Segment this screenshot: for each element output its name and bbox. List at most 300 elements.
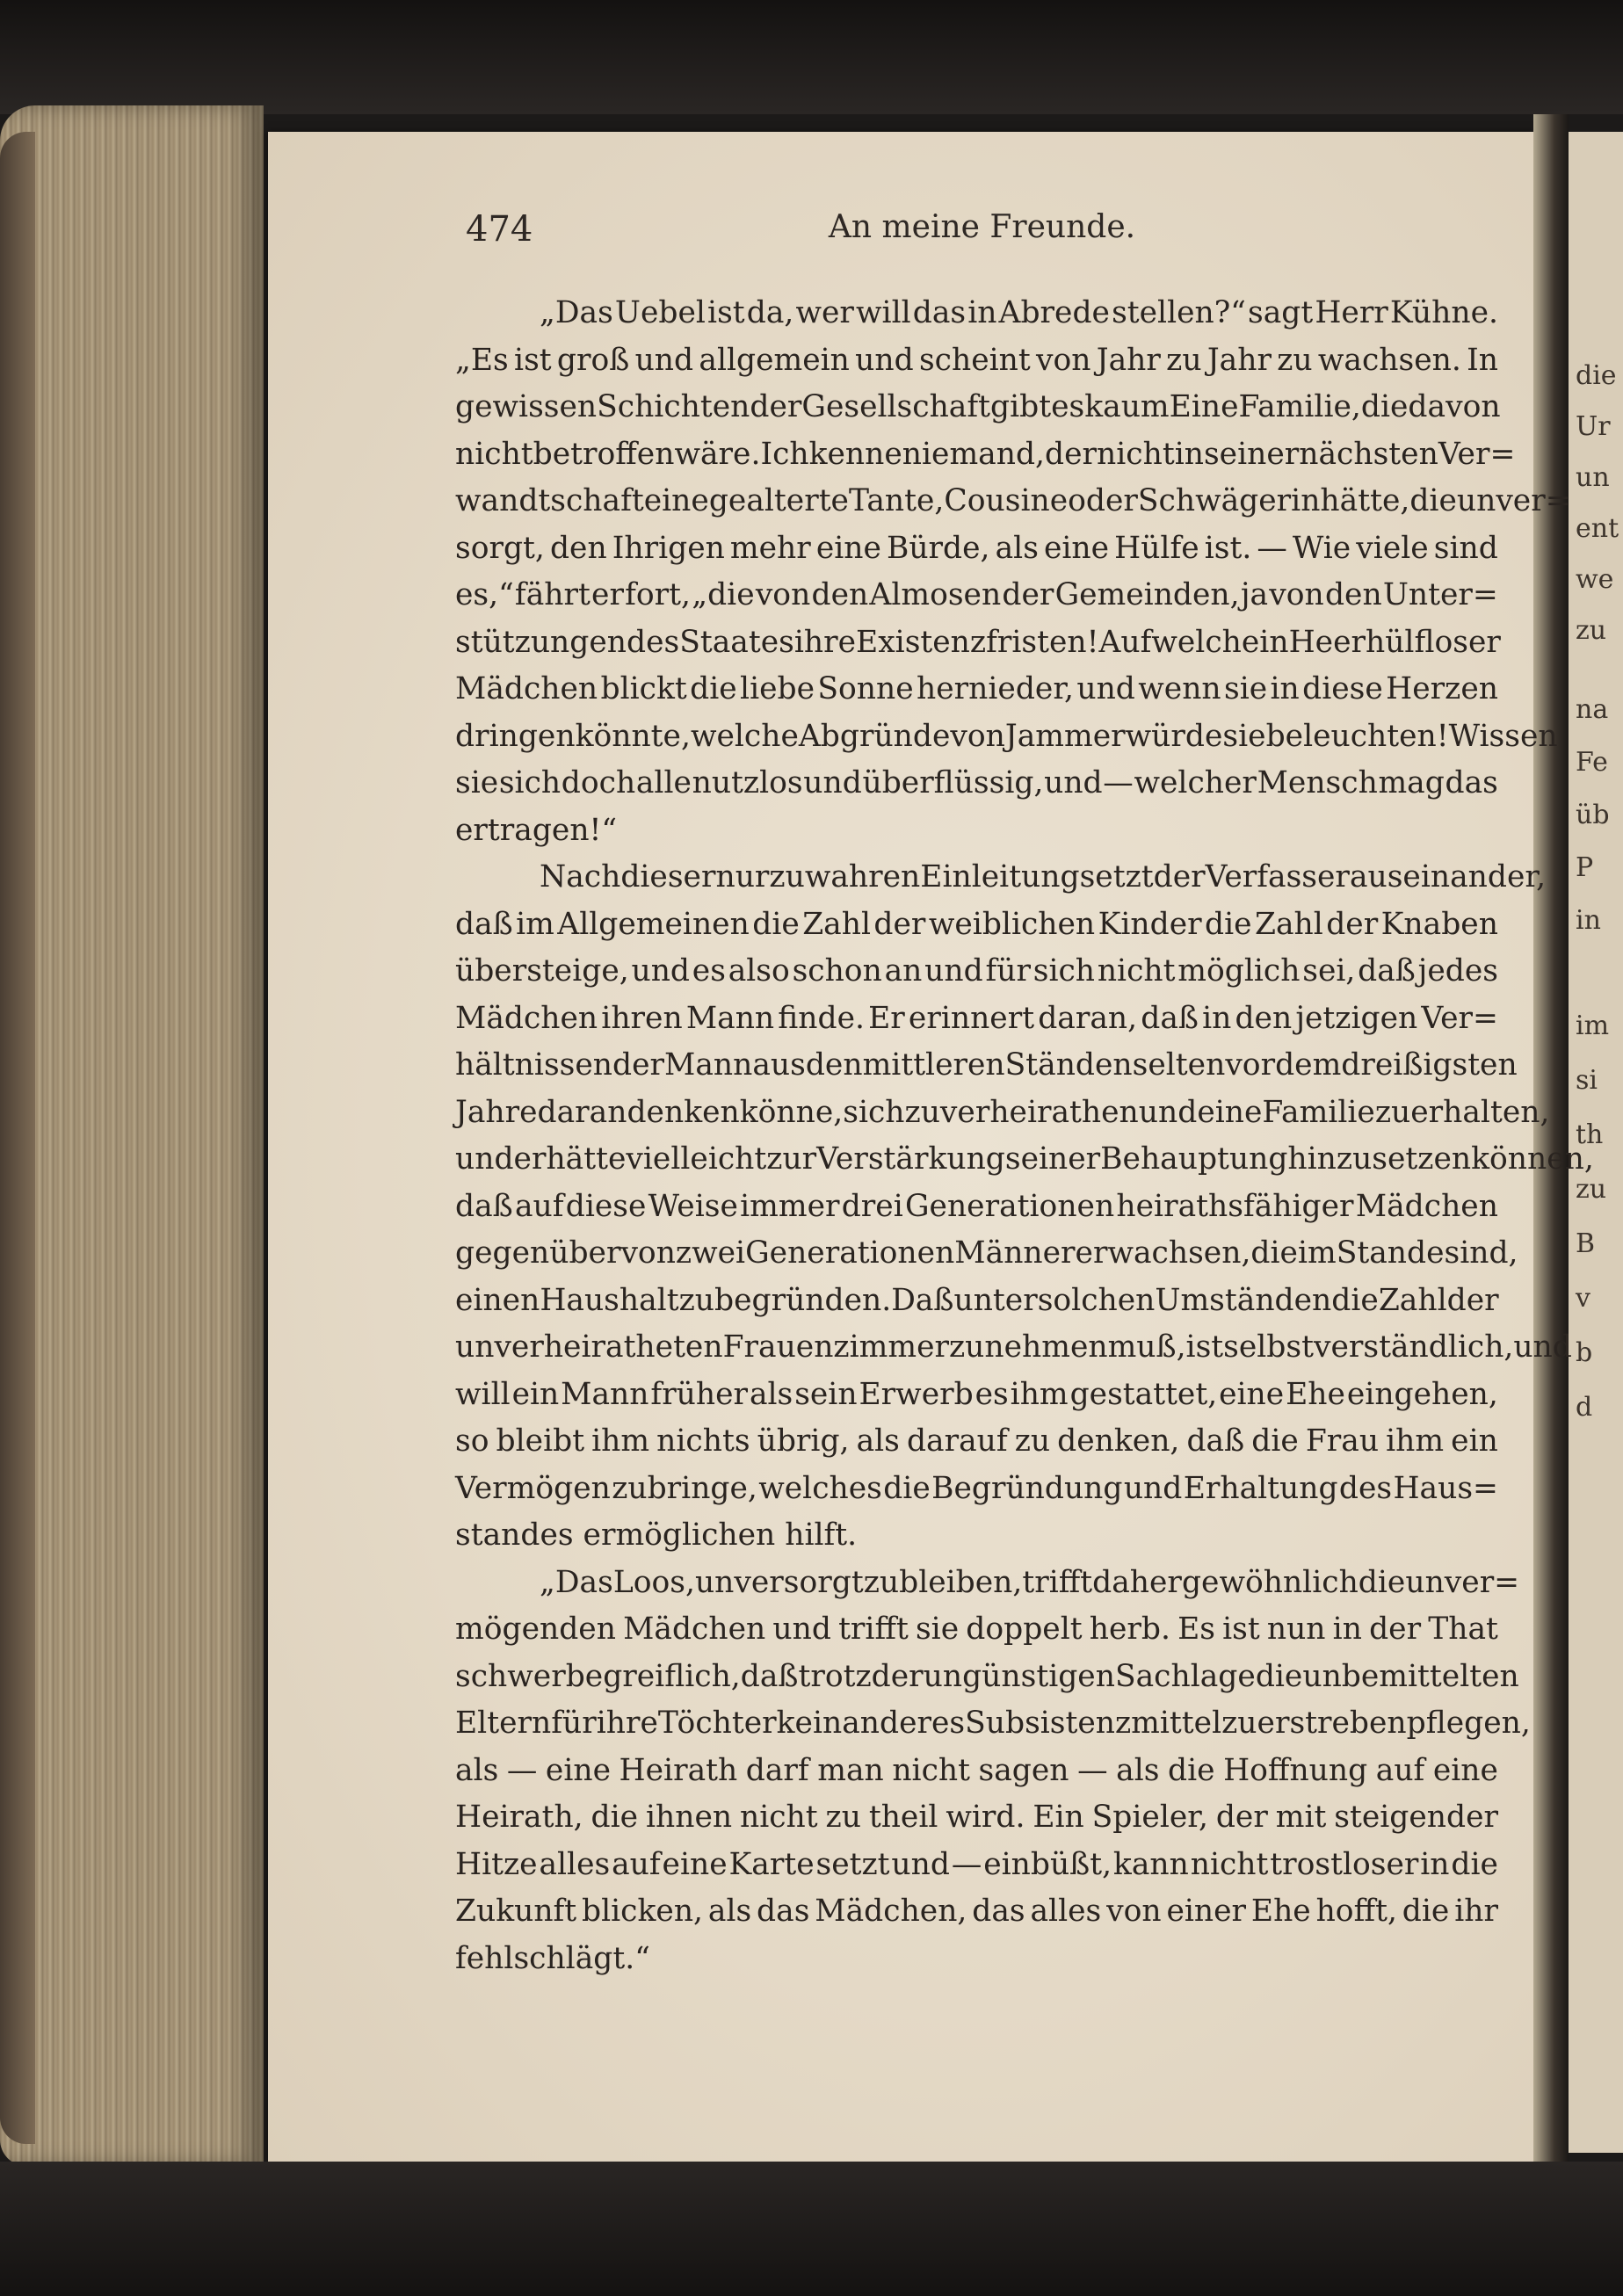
- word: und: [855, 342, 914, 378]
- word: die: [1251, 1423, 1299, 1459]
- word: einer: [1166, 1894, 1247, 1929]
- text-line: standes ermöglichen hilft.: [455, 1517, 858, 1553]
- word: Jahr: [1206, 342, 1272, 378]
- word: Heirath,: [455, 1800, 583, 1835]
- word: welcher: [1134, 765, 1257, 800]
- word: den: [1235, 1000, 1293, 1036]
- word: niemand,: [902, 436, 1046, 472]
- word: Subsistenzmittel: [965, 1706, 1222, 1741]
- word: Bürde,: [886, 530, 990, 566]
- word: will: [856, 295, 911, 330]
- word: trifft: [1022, 1564, 1093, 1600]
- word: sein: [794, 1376, 858, 1412]
- word: Vermögen: [455, 1470, 611, 1506]
- word: von: [1269, 577, 1324, 612]
- word: sie: [455, 765, 499, 800]
- word: möglich: [1177, 953, 1301, 989]
- word: Behauptung: [1100, 1141, 1288, 1177]
- word: von: [1106, 1894, 1162, 1929]
- word: Auf: [1098, 624, 1152, 660]
- word: zubringe,: [612, 1470, 757, 1506]
- text-line: [455, 1136, 1594, 1184]
- word: alles: [539, 1846, 611, 1882]
- word: und: [1044, 765, 1103, 800]
- word: anderes: [842, 1706, 966, 1741]
- word: weiblichen: [928, 906, 1096, 942]
- word: die: [883, 1470, 931, 1506]
- word: jetzigen: [1295, 1000, 1418, 1036]
- word: das: [1445, 765, 1498, 800]
- word: wandtschaft: [455, 483, 644, 518]
- word: Ein: [1032, 1800, 1084, 1835]
- word: wachsen.: [1317, 342, 1461, 378]
- word: dem: [1275, 1047, 1342, 1083]
- text-line: [455, 1042, 1518, 1090]
- text-line: [455, 996, 1498, 1043]
- next-page-fragment: si: [1576, 1065, 1598, 1096]
- text-line: [455, 713, 1558, 761]
- word: und: [634, 342, 694, 378]
- word: —: [506, 1752, 538, 1788]
- word: selten: [1132, 1047, 1226, 1083]
- word: Herr: [1315, 295, 1388, 330]
- word: hältnissen: [455, 1047, 612, 1083]
- word: von: [1036, 342, 1091, 378]
- word: daran: [537, 1094, 627, 1130]
- word: in: [1420, 1846, 1450, 1882]
- word: ihm: [591, 1423, 650, 1459]
- word: in: [1332, 1612, 1362, 1647]
- word: theil: [868, 1800, 938, 1835]
- word: die: [1255, 1658, 1303, 1694]
- word: der: [1446, 1282, 1499, 1318]
- word: fort,: [625, 577, 692, 612]
- word: man: [817, 1752, 884, 1788]
- word: das: [912, 295, 967, 330]
- word: die: [1360, 389, 1409, 424]
- word: setzt: [815, 1846, 890, 1882]
- word: es: [975, 1376, 1009, 1412]
- word: ungünstigen: [923, 1658, 1115, 1694]
- word: Zahl: [1378, 1282, 1447, 1318]
- word: sich: [498, 765, 562, 800]
- word: daher: [1092, 1564, 1182, 1600]
- word: hinzusetzen: [1287, 1141, 1472, 1177]
- text-line: [455, 854, 1547, 902]
- text-line: [455, 666, 1498, 713]
- word: will: [455, 1376, 511, 1412]
- word: —: [951, 1846, 982, 1882]
- word: sie: [915, 1612, 960, 1647]
- word: welche: [690, 718, 799, 754]
- word: zunehmen: [948, 1329, 1108, 1365]
- word: Generationen: [745, 1235, 955, 1271]
- word: eine: [1197, 1094, 1263, 1130]
- word: Heer: [1288, 624, 1366, 660]
- word: gegenüber: [455, 1235, 621, 1271]
- word: wenn: [1138, 671, 1221, 706]
- text-line: [455, 948, 1498, 996]
- word: mit: [1275, 1800, 1327, 1835]
- word: zwei: [675, 1235, 746, 1271]
- word: für: [985, 953, 1031, 989]
- word: früher: [650, 1376, 749, 1412]
- word: und: [924, 953, 983, 989]
- word: zu: [1277, 342, 1313, 378]
- word: daß: [455, 906, 513, 942]
- word: zu: [863, 1564, 900, 1600]
- word: zur: [766, 1141, 817, 1177]
- word: Haus=: [1393, 1470, 1498, 1506]
- word: und: [1123, 1470, 1183, 1506]
- word: Frauenzimmer: [722, 1329, 949, 1365]
- word: Wissen: [1448, 718, 1558, 754]
- word: die: [1358, 1564, 1406, 1600]
- word: nicht: [455, 436, 533, 472]
- word: die: [1205, 906, 1252, 942]
- word: dreißigsten: [1341, 1047, 1518, 1083]
- word: in: [967, 295, 997, 330]
- word: trostloser: [1270, 1846, 1419, 1882]
- page-number: 474: [466, 209, 533, 250]
- next-page-fragment: die: [1576, 360, 1617, 391]
- word: erhalten,: [1410, 1094, 1550, 1130]
- word: immer: [740, 1188, 840, 1224]
- word: selbstverständlich,: [1223, 1329, 1514, 1365]
- text-line: [455, 1748, 1498, 1795]
- word: sagen: [978, 1752, 1069, 1788]
- word: solchen: [1037, 1282, 1156, 1318]
- word: Mann: [664, 1047, 753, 1083]
- word: und: [1138, 1094, 1198, 1130]
- word: nichts: [656, 1423, 750, 1459]
- word: gewöhnlich: [1181, 1564, 1359, 1600]
- next-page-fragment: zu: [1576, 615, 1607, 646]
- word: wer: [795, 295, 854, 330]
- word: Jammer: [1004, 718, 1126, 754]
- word: auf: [612, 1846, 661, 1882]
- word: finde.: [778, 1000, 865, 1036]
- word: Existenz: [856, 624, 987, 660]
- word: Schwägerin: [1137, 483, 1321, 518]
- word: der: [1326, 906, 1379, 942]
- next-page-fragment: th: [1576, 1119, 1604, 1150]
- word: wird.: [946, 1800, 1025, 1835]
- word: sie: [1224, 671, 1268, 706]
- word: Mädchen: [455, 671, 598, 706]
- word: Hoffnung: [1223, 1752, 1368, 1788]
- word: seiner: [1004, 1141, 1101, 1177]
- word: daß: [1358, 953, 1416, 989]
- word: Ver=: [1421, 1000, 1498, 1036]
- word: unver=: [1405, 1564, 1520, 1600]
- text-line: [455, 1842, 1498, 1889]
- word: unter: [953, 1282, 1038, 1318]
- next-page-fragment: na: [1576, 694, 1609, 725]
- word: viele: [1356, 530, 1429, 566]
- text-line: [455, 1466, 1498, 1513]
- word: vielleicht: [626, 1141, 767, 1177]
- word: bleiben,: [899, 1564, 1023, 1600]
- word: eine: [643, 483, 709, 518]
- word: Männer: [954, 1235, 1076, 1271]
- word: herb.: [1089, 1612, 1170, 1647]
- word: aus: [752, 1047, 806, 1083]
- next-page-fragment: in: [1576, 905, 1601, 936]
- word: also: [728, 953, 790, 989]
- page-header: [466, 209, 1498, 262]
- word: hätte: [546, 1141, 627, 1177]
- word: könnte,: [575, 718, 691, 754]
- word: heirathsfähiger: [1116, 1188, 1354, 1224]
- word: dieser: [620, 859, 716, 894]
- word: das: [972, 1894, 1025, 1929]
- word: der: [871, 1658, 924, 1694]
- word: trifft: [838, 1612, 909, 1647]
- word: Verstärkung: [816, 1141, 1005, 1177]
- word: zu: [769, 859, 805, 894]
- word: eine: [1432, 1752, 1498, 1788]
- word: Wie: [1292, 530, 1351, 566]
- word: Haushalt: [540, 1282, 679, 1318]
- word: er: [513, 1141, 547, 1177]
- word: Ehe: [1286, 1376, 1345, 1412]
- word: mag: [1378, 765, 1445, 800]
- word: scheint: [918, 342, 1031, 378]
- word: liebe: [740, 671, 815, 706]
- word: mittleren: [862, 1047, 1005, 1083]
- word: Stande: [1336, 1235, 1445, 1271]
- word: begreiflich,: [565, 1658, 741, 1694]
- word: mögenden: [455, 1612, 616, 1647]
- word: gibt: [990, 389, 1052, 424]
- word: übersteige,: [455, 953, 629, 989]
- word: blickt: [600, 671, 687, 706]
- word: Ver=: [1438, 436, 1516, 472]
- word: sind: [1433, 530, 1498, 566]
- word: Ehe: [1250, 1894, 1311, 1929]
- word: der: [873, 906, 926, 942]
- word: daß: [455, 1188, 513, 1224]
- text-line: [455, 431, 1516, 479]
- word: kann: [1112, 1846, 1189, 1882]
- word: sorgt,: [455, 530, 545, 566]
- word: den: [811, 577, 869, 612]
- next-page-fragment: üb: [1576, 800, 1610, 830]
- word: wahren: [804, 859, 921, 894]
- page-edges: [0, 105, 264, 2166]
- word: sich: [1032, 953, 1096, 989]
- word: die: [1402, 1894, 1450, 1929]
- word: Ihrigen: [612, 530, 725, 566]
- word: welch: [1151, 624, 1242, 660]
- word: die: [690, 671, 737, 706]
- next-page-fragment: im: [1576, 1010, 1610, 1041]
- word: darauf: [906, 1423, 1008, 1459]
- next-page-fragment: ent: [1576, 513, 1619, 544]
- word: Generationen: [904, 1188, 1115, 1224]
- word: —: [1077, 1752, 1108, 1788]
- text-line: fehlschlägt.“: [455, 1940, 650, 1976]
- text-line: [455, 902, 1498, 949]
- word: zu: [825, 1800, 861, 1835]
- word: den: [1324, 577, 1382, 612]
- word: zu: [1166, 342, 1202, 378]
- word: können,: [1471, 1141, 1594, 1177]
- book-spine-edge: [0, 132, 35, 2144]
- next-page-fragment: v: [1576, 1283, 1590, 1314]
- word: „Es: [455, 342, 509, 378]
- next-page-fragment: B: [1576, 1228, 1596, 1259]
- word: unverheiratheten: [455, 1329, 723, 1365]
- word: und: [1513, 1329, 1572, 1365]
- word: der: [1369, 1612, 1422, 1647]
- next-page-fragment: Fe: [1576, 747, 1608, 778]
- word: Mädchen: [623, 1612, 766, 1647]
- word: so: [455, 1423, 489, 1459]
- word: dringen: [455, 718, 576, 754]
- word: sind,: [1444, 1235, 1518, 1271]
- word: Frau: [1305, 1423, 1380, 1459]
- word: eine: [662, 1846, 728, 1882]
- word: Ständen: [1004, 1047, 1133, 1083]
- word: alles: [1030, 1894, 1102, 1929]
- word: der: [1045, 436, 1098, 472]
- word: Umständen: [1155, 1282, 1332, 1318]
- word: doppelt: [966, 1612, 1083, 1647]
- word: für: [551, 1706, 597, 1741]
- text-line: [455, 1230, 1518, 1278]
- word: von: [950, 718, 1005, 754]
- word: diese: [1302, 671, 1383, 706]
- next-page-fragment: P: [1576, 852, 1594, 883]
- word: als: [455, 1752, 499, 1788]
- word: er: [591, 577, 624, 612]
- word: sie: [1222, 718, 1266, 754]
- word: Allgemeinen: [557, 906, 750, 942]
- word: es,“: [455, 577, 514, 612]
- word: könne,: [739, 1094, 844, 1130]
- text-line: [455, 1372, 1498, 1419]
- word: „Das: [540, 1564, 613, 1600]
- word: daß: [740, 1658, 799, 1694]
- word: von: [755, 577, 811, 612]
- word: Abgründe: [798, 718, 951, 754]
- word: ein: [511, 1376, 560, 1412]
- word: drei: [841, 1188, 903, 1224]
- word: Familie,: [1238, 389, 1361, 424]
- text-line: [455, 1700, 1531, 1748]
- word: unbemittelten: [1302, 1658, 1519, 1694]
- word: Abrede: [998, 295, 1110, 330]
- word: unver=: [1456, 483, 1571, 518]
- word: an: [884, 953, 923, 989]
- bottom-shadow: [0, 2162, 1623, 2296]
- word: That: [1428, 1612, 1498, 1647]
- word: groß: [556, 342, 630, 378]
- word: ist.: [1204, 530, 1252, 566]
- word: Mädchen: [1355, 1188, 1498, 1224]
- word: gewissen: [455, 389, 598, 424]
- word: in: [1174, 436, 1204, 472]
- word: „die: [692, 577, 755, 612]
- word: nutzlos: [692, 765, 803, 800]
- word: jedes: [1417, 953, 1498, 989]
- word: hätte,: [1320, 483, 1410, 518]
- word: des: [1338, 1470, 1393, 1506]
- word: Cousine: [944, 483, 1069, 518]
- word: daß: [1186, 1423, 1245, 1459]
- word: Mann: [561, 1376, 649, 1412]
- word: ein: [1241, 624, 1289, 660]
- word: und: [1076, 671, 1135, 706]
- word: Ich: [760, 436, 809, 472]
- word: im: [1297, 1235, 1337, 1271]
- word: ein: [1451, 1423, 1498, 1459]
- word: ihnen: [645, 1800, 733, 1835]
- word: stützungen: [455, 624, 627, 660]
- text-line: [455, 1606, 1498, 1654]
- word: und: [891, 1846, 950, 1882]
- word: und: [772, 1612, 831, 1647]
- text-line: [455, 1888, 1498, 1936]
- word: Knaben: [1380, 906, 1498, 942]
- word: als: [707, 1894, 752, 1929]
- word: schwer: [455, 1658, 566, 1694]
- word: ist: [514, 342, 552, 378]
- word: trotz: [798, 1658, 872, 1694]
- word: zu: [904, 1094, 940, 1130]
- word: Einleitung: [920, 859, 1080, 894]
- word: nicht: [739, 1800, 818, 1835]
- word: Weise: [648, 1188, 738, 1224]
- word: die: [1409, 483, 1457, 518]
- word: nicht: [892, 1752, 970, 1788]
- word: und: [455, 1141, 514, 1177]
- next-page-fragment: un: [1576, 462, 1610, 493]
- word: ihre: [793, 624, 857, 660]
- word: steigender: [1334, 1800, 1498, 1835]
- word: Eltern: [455, 1706, 552, 1741]
- word: oder: [1068, 483, 1138, 518]
- word: Almosen: [869, 577, 1002, 612]
- word: die: [1451, 1846, 1498, 1882]
- word: stellen?“: [1112, 295, 1246, 330]
- word: eine: [815, 530, 881, 566]
- word: nicht: [1097, 436, 1175, 472]
- word: Begründung: [931, 1470, 1123, 1506]
- text-line: [455, 525, 1498, 573]
- word: sich: [843, 1094, 905, 1130]
- word: Zahl: [1255, 906, 1323, 942]
- word: doch: [561, 765, 636, 800]
- word: denken: [627, 1094, 740, 1130]
- word: Daß: [891, 1282, 954, 1318]
- word: fährt: [514, 577, 591, 612]
- word: hofft,: [1315, 1894, 1397, 1929]
- text-line: [455, 1654, 1519, 1701]
- word: Zukunft: [455, 1894, 577, 1929]
- word: eingehen,: [1346, 1376, 1498, 1412]
- word: auseinander,: [1349, 859, 1547, 894]
- word: bleibt: [496, 1423, 585, 1459]
- word: Heirath: [619, 1752, 738, 1788]
- word: Tante,: [848, 483, 945, 518]
- word: Sonne: [817, 671, 914, 706]
- running-title: An meine Freunde.: [828, 209, 1136, 245]
- word: ihren: [601, 1000, 683, 1036]
- next-page-fragment: d: [1576, 1392, 1593, 1423]
